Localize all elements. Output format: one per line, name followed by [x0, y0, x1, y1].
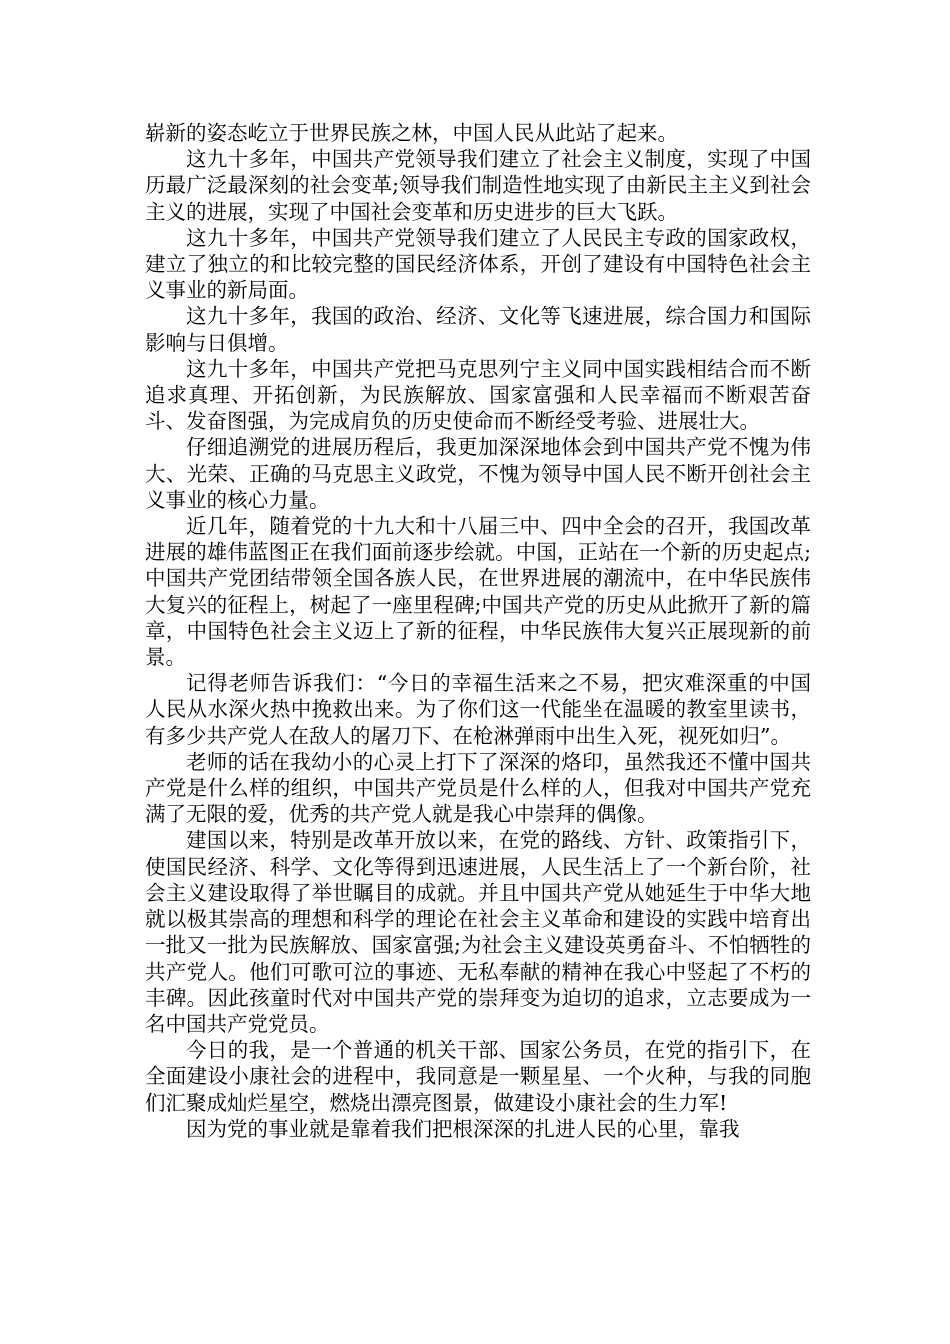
document-page — [145, 120, 811, 1142]
paragraph-9: 老师的话在我幼小的心灵上打下了深深的烙印，虽然我还不懂中国共产党是什么样的组织，中国共产党员是什么样的人，但我对中国共产党充满了无限的爱，优秀的共产党人就是我心中崇拜的偶像。 — [145, 749, 811, 827]
paragraph-5: 这九十多年，中国共产党把马克思列宁主义同中国实践相结合而不断追求真理、开拓创新，为民族解放、国家富强和人民幸福而不断艰苦奋斗、发奋图强，为完成肩负的历史使命而不断经受考验、进展壮大。 — [145, 356, 811, 434]
paragraph-11: 今日的我，是一个普通的机关干部、国家公务员，在党的指引下，在全面建设小康社会的进程中，我同意是一颗星星、一个火种，与我的同胞们汇聚成灿烂星空，燃烧出漂亮图景，做建设小康社会的生力军! — [145, 1038, 811, 1115]
paragraph-7: 近几年，随着党的十九大和十八届三中、四中全会的召开，我国改革进展的雄伟蓝图正在我们面前逐步绘就。中国，正站在一个新的历史起点;中国共产党团结带领全国各族人民，在世界进展的潮流中，在中华民族伟大复兴的征程上，树起了一座里程碑;中国共产党的历史从此掀开了新的篇章，中国特色社会主义迈上了新的征程，中华民族伟大复兴正展现新的前景。 — [145, 514, 811, 670]
paragraph-12: 因为党的事业就是靠着我们把根深深的扎进人民的心里，靠我 — [186, 1116, 740, 1141]
paragraph-3: 这九十多年，中国共产党领导我们建立了人民民主专政的国家政权，建立了独立的和比较完整的国民经济体系，开创了建设有中国特色社会主义事业的新局面。 — [145, 225, 811, 303]
paragraph-4: 这九十多年，我国的政治、经济、文化等飞速进展，综合国力和国际影响与日俱增。 — [145, 304, 811, 355]
paragraph-10: 建国以来，特别是改革开放以来，在党的路线、方针、政策指引下，使国民经济、科学、文化等得到迅速进展，人民生活上了一个新台阶，社会主义建设取得了举世瞩目的成就。并且中国共产党从她延生于中华大地就以极其崇高的理想和科学的理论在社会主义革命和建设的实践中培育出一批又一批为民族解放、国家富强;为社会主义建设英勇奋斗、不怕牺牲的共产党人。他们可歌可泣的事迹、无私奉献的精神在我心中竖起了不朽的丰碑。因此孩童时代对中国共产党的崇拜变为迫切的追求，立志要成为一名中国共产党党员。 — [145, 828, 811, 1036]
paragraph-6: 仔细追溯党的进展历程后，我更加深深地体会到中国共产党不愧为伟大、光荣、正确的马克思主义政党，不愧为领导中国人民不断开创社会主义事业的核心力量。 — [145, 435, 811, 512]
paragraph-1: 崭新的姿态屹立于世界民族之林，中国人民从此站了起来。 — [145, 121, 678, 145]
paragraph-8: 记得老师告诉我们：“今日的幸福生活来之不易，把灾难深重的中国人民从水深火热中挽救出来。为了你们这一代能坐在温暖的教室里读书，有多少共产党人在敌人的屠刀下、在枪淋弹雨中出生入死，视死如归”。 — [145, 671, 811, 748]
paragraph-2: 这九十多年，中国共产党领导我们建立了社会主义制度，实现了中国历最广泛最深刻的社会变革;领导我们制造性地实现了由新民主主义到社会主义的进展，实现了中国社会变革和历史进步的巨大飞跃。 — [145, 147, 811, 224]
